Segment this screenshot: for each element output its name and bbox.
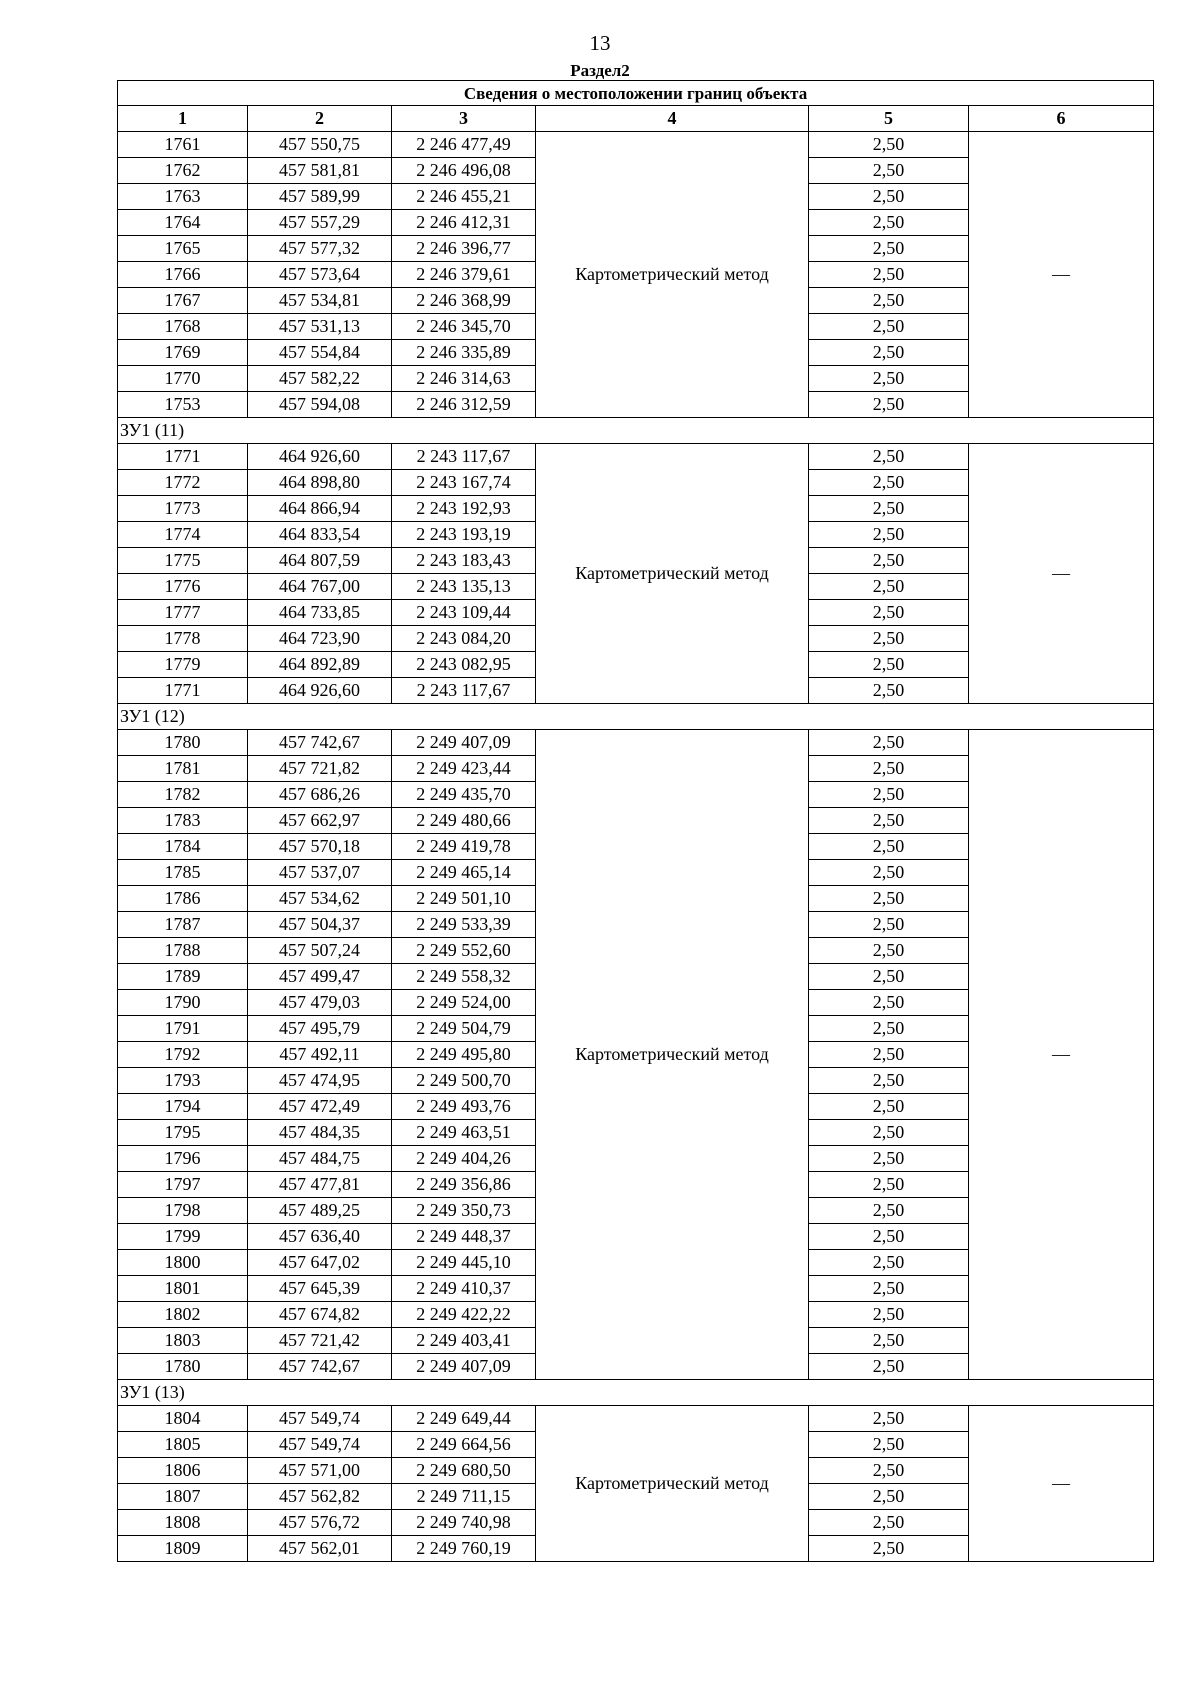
point-number-cell: 1807	[118, 1484, 248, 1510]
point-number-cell: 1796	[118, 1146, 248, 1172]
y-coordinate-cell: 2 246 368,99	[392, 288, 536, 314]
x-coordinate-cell: 457 507,24	[248, 938, 392, 964]
precision-cell: 2,50	[809, 548, 969, 574]
x-coordinate-cell: 457 504,37	[248, 912, 392, 938]
x-coordinate-cell: 457 742,67	[248, 730, 392, 756]
group-label: ЗУ1 (13)	[118, 1380, 1154, 1406]
point-number-cell: 1780	[118, 730, 248, 756]
point-number-cell: 1763	[118, 184, 248, 210]
y-coordinate-cell: 2 249 423,44	[392, 756, 536, 782]
y-coordinate-cell: 2 249 504,79	[392, 1016, 536, 1042]
method-cell: Картометрический метод	[536, 132, 809, 418]
y-coordinate-cell: 2 243 135,13	[392, 574, 536, 600]
precision-cell: 2,50	[809, 600, 969, 626]
y-coordinate-cell: 2 249 480,66	[392, 808, 536, 834]
point-number-cell: 1803	[118, 1328, 248, 1354]
x-coordinate-cell: 457 554,84	[248, 340, 392, 366]
y-coordinate-cell: 2 243 193,19	[392, 522, 536, 548]
precision-cell: 2,50	[809, 808, 969, 834]
point-number-cell: 1775	[118, 548, 248, 574]
x-coordinate-cell: 457 577,32	[248, 236, 392, 262]
column-6-cell: —	[969, 444, 1154, 704]
y-coordinate-cell: 2 249 664,56	[392, 1432, 536, 1458]
point-number-cell: 1774	[118, 522, 248, 548]
y-coordinate-cell: 2 249 445,10	[392, 1250, 536, 1276]
precision-cell: 2,50	[809, 1198, 969, 1224]
precision-cell: 2,50	[809, 1016, 969, 1042]
x-coordinate-cell: 457 472,49	[248, 1094, 392, 1120]
y-coordinate-cell: 2 243 084,20	[392, 626, 536, 652]
y-coordinate-cell: 2 243 192,93	[392, 496, 536, 522]
x-coordinate-cell: 457 742,67	[248, 1354, 392, 1380]
point-number-cell: 1768	[118, 314, 248, 340]
group-row	[118, 704, 1154, 730]
point-number-cell: 1771	[118, 678, 248, 704]
precision-cell: 2,50	[809, 184, 969, 210]
precision-cell: 2,50	[809, 1458, 969, 1484]
x-coordinate-cell: 457 570,18	[248, 834, 392, 860]
x-coordinate-cell: 457 721,82	[248, 756, 392, 782]
precision-cell: 2,50	[809, 886, 969, 912]
page-number: 13	[589, 31, 611, 55]
point-number-cell: 1773	[118, 496, 248, 522]
x-coordinate-cell: 457 474,95	[248, 1068, 392, 1094]
column-6-cell: —	[969, 132, 1154, 418]
group-label: ЗУ1 (11)	[118, 418, 1154, 444]
group-label: ЗУ1 (12)	[118, 704, 1154, 730]
point-number-cell: 1753	[118, 392, 248, 418]
precision-cell: 2,50	[809, 1484, 969, 1510]
point-number-cell: 1779	[118, 652, 248, 678]
precision-cell: 2,50	[809, 782, 969, 808]
x-coordinate-cell: 464 723,90	[248, 626, 392, 652]
column-header-1: 1	[118, 106, 248, 132]
point-number-cell: 1795	[118, 1120, 248, 1146]
y-coordinate-cell: 2 246 314,63	[392, 366, 536, 392]
x-coordinate-cell: 457 484,35	[248, 1120, 392, 1146]
point-number-cell: 1787	[118, 912, 248, 938]
y-coordinate-cell: 2 243 183,43	[392, 548, 536, 574]
x-coordinate-cell: 457 562,01	[248, 1536, 392, 1562]
precision-cell: 2,50	[809, 288, 969, 314]
y-coordinate-cell: 2 249 403,41	[392, 1328, 536, 1354]
precision-cell: 2,50	[809, 1354, 969, 1380]
x-coordinate-cell: 457 674,82	[248, 1302, 392, 1328]
x-coordinate-cell: 464 807,59	[248, 548, 392, 574]
y-coordinate-cell: 2 246 496,08	[392, 158, 536, 184]
precision-cell: 2,50	[809, 1302, 969, 1328]
x-coordinate-cell: 457 645,39	[248, 1276, 392, 1302]
point-number-cell: 1789	[118, 964, 248, 990]
x-coordinate-cell: 457 549,74	[248, 1406, 392, 1432]
point-number-cell: 1792	[118, 1042, 248, 1068]
x-coordinate-cell: 457 576,72	[248, 1510, 392, 1536]
precision-cell: 2,50	[809, 340, 969, 366]
y-coordinate-cell: 2 249 419,78	[392, 834, 536, 860]
y-coordinate-cell: 2 243 117,67	[392, 678, 536, 704]
point-number-cell: 1802	[118, 1302, 248, 1328]
point-number-cell: 1801	[118, 1276, 248, 1302]
x-coordinate-cell: 457 589,99	[248, 184, 392, 210]
precision-cell: 2,50	[809, 1120, 969, 1146]
y-coordinate-cell: 2 249 407,09	[392, 1354, 536, 1380]
x-coordinate-cell: 457 549,74	[248, 1432, 392, 1458]
x-coordinate-cell: 457 484,75	[248, 1146, 392, 1172]
point-number-cell: 1788	[118, 938, 248, 964]
x-coordinate-cell: 457 581,81	[248, 158, 392, 184]
point-number-cell: 1791	[118, 1016, 248, 1042]
y-coordinate-cell: 2 249 495,80	[392, 1042, 536, 1068]
table-row	[118, 1406, 1154, 1432]
precision-cell: 2,50	[809, 938, 969, 964]
boundary-coordinates-table	[117, 80, 1154, 1562]
x-coordinate-cell: 464 733,85	[248, 600, 392, 626]
y-coordinate-cell: 2 249 493,76	[392, 1094, 536, 1120]
y-coordinate-cell: 2 249 552,60	[392, 938, 536, 964]
precision-cell: 2,50	[809, 1432, 969, 1458]
method-cell: Картометрический метод	[536, 730, 809, 1380]
x-coordinate-cell: 464 926,60	[248, 678, 392, 704]
x-coordinate-cell: 457 573,64	[248, 262, 392, 288]
table-row	[118, 132, 1154, 158]
point-number-cell: 1785	[118, 860, 248, 886]
group-row	[118, 1380, 1154, 1406]
precision-cell: 2,50	[809, 1406, 969, 1432]
y-coordinate-cell: 2 249 740,98	[392, 1510, 536, 1536]
point-number-cell: 1809	[118, 1536, 248, 1562]
point-number-cell: 1765	[118, 236, 248, 262]
y-coordinate-cell: 2 249 422,22	[392, 1302, 536, 1328]
x-coordinate-cell: 457 534,81	[248, 288, 392, 314]
x-coordinate-cell: 464 898,80	[248, 470, 392, 496]
column-header-5: 5	[809, 106, 969, 132]
point-number-cell: 1806	[118, 1458, 248, 1484]
x-coordinate-cell: 457 479,03	[248, 990, 392, 1016]
y-coordinate-cell: 2 243 117,67	[392, 444, 536, 470]
column-header-6: 6	[969, 106, 1154, 132]
precision-cell: 2,50	[809, 392, 969, 418]
precision-cell: 2,50	[809, 1328, 969, 1354]
precision-cell: 2,50	[809, 574, 969, 600]
precision-cell: 2,50	[809, 236, 969, 262]
column-header-3: 3	[392, 106, 536, 132]
precision-cell: 2,50	[809, 1250, 969, 1276]
precision-cell: 2,50	[809, 1224, 969, 1250]
precision-cell: 2,50	[809, 1094, 969, 1120]
method-cell: Картометрический метод	[536, 1406, 809, 1562]
x-coordinate-cell: 457 492,11	[248, 1042, 392, 1068]
x-coordinate-cell: 457 489,25	[248, 1198, 392, 1224]
y-coordinate-cell: 2 243 109,44	[392, 600, 536, 626]
point-number-cell: 1797	[118, 1172, 248, 1198]
table-caption: Сведения о местоположении границ объекта	[118, 81, 1154, 106]
precision-cell: 2,50	[809, 1146, 969, 1172]
precision-cell: 2,50	[809, 210, 969, 236]
precision-cell: 2,50	[809, 860, 969, 886]
point-number-cell: 1804	[118, 1406, 248, 1432]
column-6-cell: —	[969, 1406, 1154, 1562]
x-coordinate-cell: 457 594,08	[248, 392, 392, 418]
y-coordinate-cell: 2 246 335,89	[392, 340, 536, 366]
precision-cell: 2,50	[809, 1536, 969, 1562]
y-coordinate-cell: 2 246 477,49	[392, 132, 536, 158]
y-coordinate-cell: 2 243 167,74	[392, 470, 536, 496]
point-number-cell: 1782	[118, 782, 248, 808]
point-number-cell: 1784	[118, 834, 248, 860]
column-header-4: 4	[536, 106, 809, 132]
y-coordinate-cell: 2 249 760,19	[392, 1536, 536, 1562]
x-coordinate-cell: 457 537,07	[248, 860, 392, 886]
x-coordinate-cell: 464 926,60	[248, 444, 392, 470]
y-coordinate-cell: 2 249 524,00	[392, 990, 536, 1016]
precision-cell: 2,50	[809, 132, 969, 158]
precision-cell: 2,50	[809, 1276, 969, 1302]
y-coordinate-cell: 2 243 082,95	[392, 652, 536, 678]
precision-cell: 2,50	[809, 158, 969, 184]
y-coordinate-cell: 2 246 345,70	[392, 314, 536, 340]
point-number-cell: 1781	[118, 756, 248, 782]
y-coordinate-cell: 2 249 680,50	[392, 1458, 536, 1484]
method-cell: Картометрический метод	[536, 444, 809, 704]
point-number-cell: 1786	[118, 886, 248, 912]
point-number-cell: 1770	[118, 366, 248, 392]
precision-cell: 2,50	[809, 626, 969, 652]
precision-cell: 2,50	[809, 1510, 969, 1536]
point-number-cell: 1762	[118, 158, 248, 184]
precision-cell: 2,50	[809, 314, 969, 340]
point-number-cell: 1808	[118, 1510, 248, 1536]
point-number-cell: 1772	[118, 470, 248, 496]
precision-cell: 2,50	[809, 1042, 969, 1068]
point-number-cell: 1790	[118, 990, 248, 1016]
y-coordinate-cell: 2 249 435,70	[392, 782, 536, 808]
y-coordinate-cell: 2 249 448,37	[392, 1224, 536, 1250]
point-number-cell: 1805	[118, 1432, 248, 1458]
y-coordinate-cell: 2 249 649,44	[392, 1406, 536, 1432]
point-number-cell: 1771	[118, 444, 248, 470]
table-row	[118, 730, 1154, 756]
x-coordinate-cell: 457 686,26	[248, 782, 392, 808]
x-coordinate-cell: 457 636,40	[248, 1224, 392, 1250]
precision-cell: 2,50	[809, 912, 969, 938]
x-coordinate-cell: 464 866,94	[248, 496, 392, 522]
x-coordinate-cell: 457 495,79	[248, 1016, 392, 1042]
precision-cell: 2,50	[809, 964, 969, 990]
table-body	[118, 132, 1154, 1562]
column-6-cell: —	[969, 730, 1154, 1380]
point-number-cell: 1793	[118, 1068, 248, 1094]
precision-cell: 2,50	[809, 262, 969, 288]
column-number-row	[118, 106, 1154, 132]
x-coordinate-cell: 457 477,81	[248, 1172, 392, 1198]
y-coordinate-cell: 2 249 533,39	[392, 912, 536, 938]
y-coordinate-cell: 2 249 711,15	[392, 1484, 536, 1510]
precision-cell: 2,50	[809, 444, 969, 470]
x-coordinate-cell: 457 531,13	[248, 314, 392, 340]
caption-row	[118, 81, 1154, 106]
column-header-2: 2	[248, 106, 392, 132]
precision-cell: 2,50	[809, 1172, 969, 1198]
y-coordinate-cell: 2 249 558,32	[392, 964, 536, 990]
x-coordinate-cell: 457 571,00	[248, 1458, 392, 1484]
point-number-cell: 1776	[118, 574, 248, 600]
y-coordinate-cell: 2 249 500,70	[392, 1068, 536, 1094]
x-coordinate-cell: 464 892,89	[248, 652, 392, 678]
precision-cell: 2,50	[809, 652, 969, 678]
table-header	[118, 81, 1154, 132]
x-coordinate-cell: 457 534,62	[248, 886, 392, 912]
precision-cell: 2,50	[809, 834, 969, 860]
point-number-cell: 1777	[118, 600, 248, 626]
x-coordinate-cell: 457 550,75	[248, 132, 392, 158]
x-coordinate-cell: 457 562,82	[248, 1484, 392, 1510]
y-coordinate-cell: 2 249 407,09	[392, 730, 536, 756]
y-coordinate-cell: 2 246 396,77	[392, 236, 536, 262]
y-coordinate-cell: 2 249 404,26	[392, 1146, 536, 1172]
y-coordinate-cell: 2 249 410,37	[392, 1276, 536, 1302]
precision-cell: 2,50	[809, 1068, 969, 1094]
point-number-cell: 1767	[118, 288, 248, 314]
y-coordinate-cell: 2 249 356,86	[392, 1172, 536, 1198]
x-coordinate-cell: 457 662,97	[248, 808, 392, 834]
x-coordinate-cell: 457 499,47	[248, 964, 392, 990]
group-row	[118, 418, 1154, 444]
section-title: Раздел2	[570, 61, 630, 80]
precision-cell: 2,50	[809, 678, 969, 704]
x-coordinate-cell: 464 833,54	[248, 522, 392, 548]
precision-cell: 2,50	[809, 470, 969, 496]
table-row	[118, 444, 1154, 470]
point-number-cell: 1783	[118, 808, 248, 834]
x-coordinate-cell: 464 767,00	[248, 574, 392, 600]
y-coordinate-cell: 2 246 455,21	[392, 184, 536, 210]
y-coordinate-cell: 2 246 379,61	[392, 262, 536, 288]
x-coordinate-cell: 457 647,02	[248, 1250, 392, 1276]
point-number-cell: 1798	[118, 1198, 248, 1224]
precision-cell: 2,50	[809, 756, 969, 782]
y-coordinate-cell: 2 249 465,14	[392, 860, 536, 886]
y-coordinate-cell: 2 249 501,10	[392, 886, 536, 912]
y-coordinate-cell: 2 246 412,31	[392, 210, 536, 236]
y-coordinate-cell: 2 249 463,51	[392, 1120, 536, 1146]
x-coordinate-cell: 457 721,42	[248, 1328, 392, 1354]
precision-cell: 2,50	[809, 730, 969, 756]
point-number-cell: 1761	[118, 132, 248, 158]
point-number-cell: 1794	[118, 1094, 248, 1120]
precision-cell: 2,50	[809, 366, 969, 392]
point-number-cell: 1766	[118, 262, 248, 288]
y-coordinate-cell: 2 249 350,73	[392, 1198, 536, 1224]
y-coordinate-cell: 2 246 312,59	[392, 392, 536, 418]
precision-cell: 2,50	[809, 990, 969, 1016]
x-coordinate-cell: 457 582,22	[248, 366, 392, 392]
x-coordinate-cell: 457 557,29	[248, 210, 392, 236]
precision-cell: 2,50	[809, 522, 969, 548]
precision-cell: 2,50	[809, 496, 969, 522]
point-number-cell: 1780	[118, 1354, 248, 1380]
point-number-cell: 1764	[118, 210, 248, 236]
point-number-cell: 1769	[118, 340, 248, 366]
point-number-cell: 1778	[118, 626, 248, 652]
point-number-cell: 1800	[118, 1250, 248, 1276]
point-number-cell: 1799	[118, 1224, 248, 1250]
